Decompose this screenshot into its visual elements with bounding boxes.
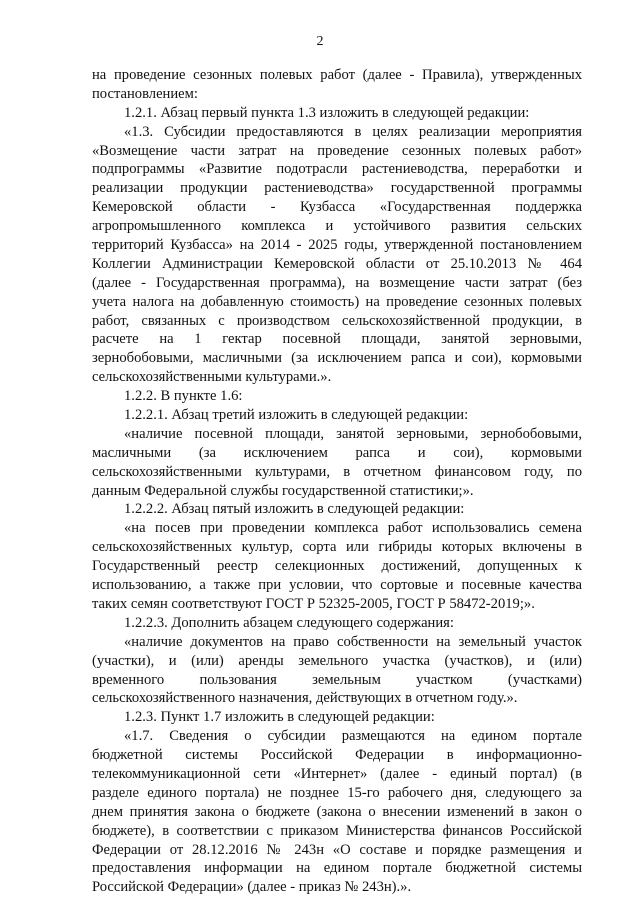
text-line: Государственный реестр селекционных достижений, допущенных к — [92, 558, 582, 575]
text-line: предоставления информации на едином портале бюджетной системы — [92, 860, 582, 877]
page-number: 2 — [316, 34, 324, 49]
text-line: «наличие документов на право собственности на земельный участок — [124, 633, 582, 650]
text-line: Кемеровской области - Кузбасса «Государственная поддержка — [92, 199, 582, 216]
text-line: «1.7. Сведения о субсидии размещаются на едином портале — [124, 728, 582, 745]
text-line: территорий Кузбасса» на 2014 - 2025 годы, утвержденной постановлением — [92, 237, 582, 254]
text-line: Федерации от 28.12.2016 № 243н «О составе и порядке размещения и — [92, 841, 582, 858]
text-line: (участки), и (или) аренды земельного участка (участков), и (или) — [92, 652, 582, 669]
text-line: 1.2.3. Пункт 1.7 изложить в следующей редакции: — [124, 709, 435, 726]
text-line: учета налога на добавленную стоимость) на проведение сезонных полевых — [92, 293, 582, 310]
text-line: агропромышленного комплекса и устойчивого развития сельских — [92, 218, 582, 235]
text-line: Коллегии Администрации Кемеровской области от 25.10.2013 № 464 — [92, 255, 582, 272]
text-line: телекоммуникационной сети «Интернет» (далее - единый портал) (в — [92, 765, 582, 782]
text-line: «Возмещение части затрат на проведение сезонных полевых работ» — [92, 142, 582, 159]
text-line: сельскохозяйственных культур, сорта или гибриды которых включены в — [92, 539, 582, 556]
text-line: «на посев при проведении комплекса работ использовались семена — [124, 520, 582, 537]
text-line: разделе единого портала) не позднее 15-го рабочего дня, следующего за — [92, 784, 582, 801]
text-line: 1.2.1. Абзац первый пункта 1.3 изложить в следующей редакции: — [124, 104, 530, 121]
text-line: бюджетной системы Российской Федерации в информационно- — [92, 747, 582, 764]
text-line: сельскохозяйственного назначения, действующих в отчетном году.». — [92, 690, 518, 707]
text-line: использованию, а также при условии, что сортовые и посевные качества — [92, 577, 582, 594]
text-line: Российской Федерации» (далее - приказ № 243н).». — [92, 879, 412, 896]
text-line: «наличие посевной площади, занятой зерновыми, зернобобовыми, — [124, 425, 582, 442]
text-line: таких семян соответствуют ГОСТ Р 52325-2005, ГОСТ Р 58472-2019;». — [92, 595, 535, 612]
text-line: зернобобовыми, масличными (за исключением рапса и сои), кормовыми — [92, 350, 582, 367]
text-line: 1.2.2. В пункте 1.6: — [124, 388, 243, 405]
text-line: временного пользования земельным участком (участками) — [92, 671, 582, 688]
text-line: 1.2.2.1. Абзац третий изложить в следующей редакции: — [124, 407, 469, 424]
text-line: 1.2.2.3. Дополнить абзацем следующего содержания: — [124, 614, 454, 631]
text-line: работ, связанных с производством сельскохозяйственной продукции, в — [92, 312, 582, 329]
text-line: расчете на 1 гектар посевной площади, занятой зерновыми, — [92, 331, 582, 348]
text-line: реализации продукции растениеводства» государственной программы — [92, 180, 582, 197]
text-line: 1.2.2.2. Абзац пятый изложить в следующей редакции: — [124, 501, 465, 518]
text-line: постановлением: — [92, 85, 198, 102]
text-line: сельскохозяйственными культурами, в отчетном финансовом году, по — [92, 463, 582, 480]
text-line: бюджете), в соответствии с приказом Министерства финансов Российской — [92, 822, 582, 839]
text-line: масличными (за исключением рапса и сои), кормовыми — [92, 444, 582, 461]
text-line: днем принятия закона о бюджете (закона о внесении изменений в закон о — [92, 803, 582, 820]
text-line: подпрограммы «Развитие подотрасли растениеводства, переработки и — [92, 161, 582, 178]
text-line: сельскохозяйственными культурами.». — [92, 369, 332, 386]
text-line: на проведение сезонных полевых работ (далее - Правила), утвержденных — [92, 67, 582, 83]
text-line: «1.3. Субсидии предоставляются в целях реализации мероприятия — [124, 123, 582, 140]
document-body — [92, 66, 582, 897]
text-line: данным Федеральной службы государственной статистики;». — [92, 482, 474, 499]
text-line: (далее - Государственная программа), на возмещение части затрат (без — [92, 274, 582, 291]
